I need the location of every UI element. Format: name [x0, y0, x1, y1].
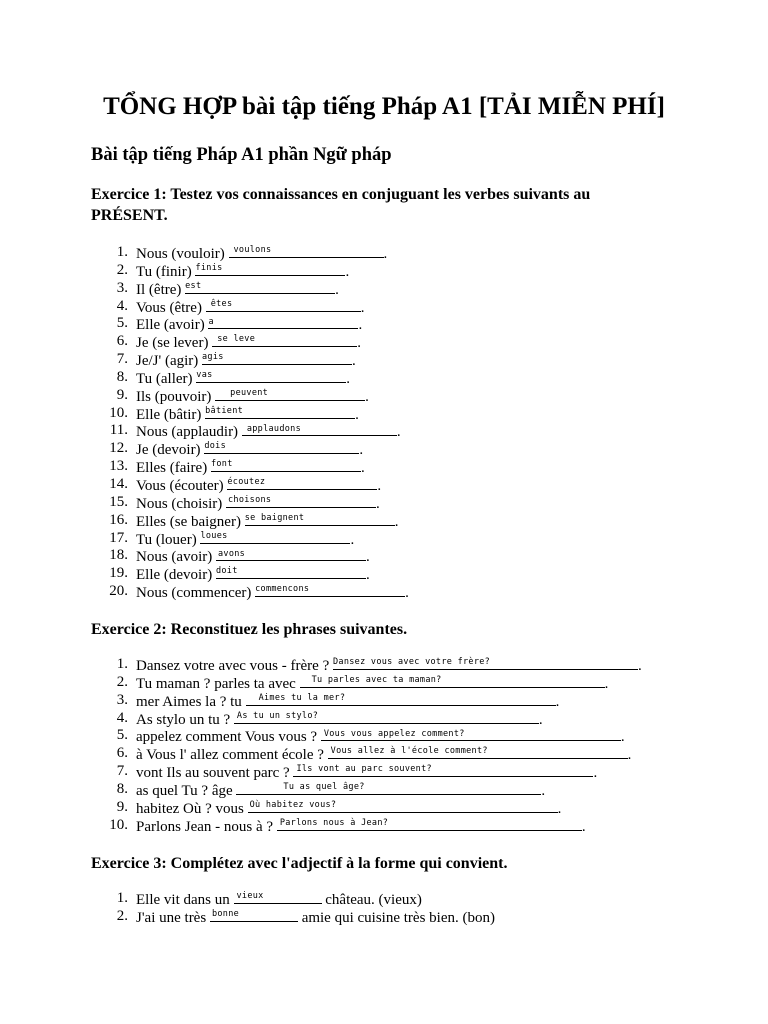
item-ending: .: [627, 747, 632, 764]
handwritten-answer: voulons: [233, 245, 272, 256]
answer-blank[interactable]: [216, 565, 366, 579]
exercise-1-title: Exercice 1: Testez vos connaissances en conjuguant les verbes suivants au PRÉSENT.: [91, 186, 591, 224]
list-item: [0, 440, 768, 458]
handwritten-answer: bonne: [211, 909, 240, 919]
item-prompt: Elle (bâtir): [136, 406, 202, 423]
item-ending: amie qui cuisine très bien. (bon): [301, 909, 495, 926]
item-prompt: Nous (choisir): [136, 495, 223, 512]
list-item: [0, 494, 768, 512]
handwritten-answer: dois: [204, 441, 226, 452]
item-ending: .: [405, 585, 409, 602]
item-prompt: Nous (applaudir): [136, 424, 239, 441]
handwritten-answer: Dansez vous avec votre frère?: [332, 657, 491, 668]
item-number: 14.: [109, 475, 128, 492]
handwritten-answer: choisons: [228, 494, 272, 505]
item-number: 8.: [116, 368, 128, 385]
item-number: 8.: [116, 780, 128, 797]
item-ending: .: [376, 495, 380, 512]
exercise-3-list: [0, 890, 768, 926]
exercise-3-title: Exercice 3: Complétez avec l'adjectif à la forme qui convient.: [91, 855, 508, 872]
answer-blank[interactable]: [195, 262, 345, 276]
item-body: [136, 817, 586, 837]
answer-blank[interactable]: [333, 656, 638, 670]
handwritten-answer: êtes: [210, 298, 233, 309]
item-ending: .: [383, 246, 388, 262]
item-prompt: Vous (écouter): [136, 477, 224, 494]
handwritten-answer: Tu as quel âge?: [283, 782, 365, 793]
handwritten-answer: Ils vont au parc souvent?: [296, 764, 432, 775]
handwritten-answer: Tu parles avec ta maman?: [311, 675, 442, 685]
list-item: [0, 422, 768, 440]
item-ending: .: [541, 782, 546, 799]
list-item: [0, 908, 768, 926]
item-prompt: as quel Tu ? âge: [136, 782, 233, 799]
handwritten-answer: As tu un stylo?: [236, 710, 319, 721]
answer-blank[interactable]: [246, 692, 556, 706]
answer-blank[interactable]: [277, 817, 582, 831]
answer-blank[interactable]: [206, 298, 361, 312]
handwritten-answer: se leve: [217, 334, 256, 345]
item-prompt: mer Aimes la ? tu: [136, 693, 242, 710]
item-number: 6.: [116, 745, 128, 762]
list-item: [0, 405, 768, 423]
item-number: 5.: [116, 315, 128, 332]
answer-blank[interactable]: [202, 351, 352, 365]
answer-blank[interactable]: [321, 727, 621, 741]
handwritten-answer: vas: [196, 370, 213, 381]
handwritten-answer: vieux: [236, 891, 264, 902]
answer-blank[interactable]: [300, 674, 605, 688]
list-item: [0, 781, 768, 799]
answer-blank[interactable]: [210, 908, 298, 922]
item-ending: .: [359, 442, 364, 459]
item-number: 20.: [109, 583, 128, 600]
item-ending: .: [394, 513, 399, 530]
list-item: [0, 512, 768, 530]
item-number: 3.: [116, 691, 128, 708]
handwritten-answer: est: [185, 280, 202, 291]
item-prompt: Il (être): [136, 281, 182, 298]
answer-blank[interactable]: [227, 476, 377, 490]
list-item: [0, 763, 768, 781]
item-ending: .: [555, 693, 560, 710]
item-prompt: Tu maman ? parles ta avec: [136, 675, 296, 692]
answer-blank[interactable]: [293, 763, 593, 777]
item-ending: .: [358, 317, 363, 334]
handwritten-answer: peuvent: [230, 387, 269, 398]
list-item: [0, 298, 768, 316]
list-item: [0, 817, 768, 835]
handwritten-answer: finis: [195, 263, 223, 273]
handwritten-answer: font: [210, 459, 233, 470]
exercise-1-list: [0, 244, 768, 601]
handwritten-answer: Vous allez à l'école comment?: [330, 746, 488, 757]
item-body: [136, 908, 495, 928]
list-item: [0, 351, 768, 369]
item-prompt: Parlons Jean - nous à ?: [136, 818, 274, 835]
item-prompt: Elle (devoir): [136, 567, 213, 584]
item-prompt: Elle (avoir): [136, 317, 205, 334]
answer-blank[interactable]: [245, 512, 395, 526]
item-ending: .: [346, 370, 351, 387]
answer-blank[interactable]: [200, 530, 350, 544]
item-prompt: Ils (pouvoir): [136, 388, 212, 405]
item-number: 2.: [116, 261, 128, 278]
item-ending: .: [538, 711, 543, 728]
item-number: 3.: [116, 279, 128, 296]
item-number: 12.: [109, 440, 128, 457]
answer-blank[interactable]: [204, 440, 359, 454]
item-number: 1.: [116, 656, 128, 672]
item-number: 11.: [109, 422, 128, 439]
list-item: [0, 692, 768, 710]
answer-blank[interactable]: [212, 333, 357, 347]
answer-blank[interactable]: [248, 799, 558, 813]
answer-blank[interactable]: [226, 494, 376, 508]
list-item: [0, 476, 768, 494]
handwritten-answer: commencons: [255, 584, 310, 595]
item-number: 9.: [116, 798, 128, 815]
item-prompt: Elle vit dans un: [136, 892, 230, 908]
item-number: 13.: [109, 458, 128, 475]
answer-blank[interactable]: [216, 547, 366, 561]
answer-blank[interactable]: [242, 422, 397, 436]
item-prompt: appelez comment Vous vous ?: [136, 729, 318, 746]
handwritten-answer: doit: [215, 566, 238, 577]
answer-blank[interactable]: [208, 315, 358, 329]
item-number: 7.: [116, 763, 128, 780]
item-number: 9.: [116, 386, 128, 403]
item-prompt: Tu (louer): [136, 531, 197, 548]
list-item: [0, 369, 768, 387]
exercise-2-list: [0, 656, 768, 834]
item-number: 1.: [116, 244, 128, 260]
answer-blank[interactable]: [328, 745, 628, 759]
item-ending: .: [557, 800, 562, 817]
handwritten-answer: Parlons nous à Jean?: [279, 817, 389, 828]
item-number: 2.: [116, 673, 128, 690]
item-ending: .: [637, 658, 642, 674]
handwritten-answer: se baignent: [244, 512, 305, 523]
item-ending: .: [581, 818, 586, 835]
item-number: 4.: [116, 297, 128, 314]
item-prompt: Tu (finir): [136, 263, 192, 280]
item-prompt: Dansez votre avec vous - frère ?: [136, 658, 330, 674]
item-ending: .: [360, 299, 365, 316]
item-number: 18.: [109, 547, 128, 564]
answer-blank[interactable]: [236, 781, 541, 795]
answer-blank[interactable]: [205, 405, 355, 419]
item-ending: .: [350, 531, 355, 548]
item-ending: .: [365, 388, 369, 405]
item-ending: .: [620, 729, 625, 746]
item-number: 6.: [116, 333, 128, 350]
list-item: [0, 280, 768, 298]
list-item: [0, 674, 768, 692]
item-prompt: Tu (aller): [136, 370, 193, 387]
item-ending: .: [355, 406, 359, 423]
item-body: [136, 583, 409, 603]
item-number: 19.: [109, 565, 128, 582]
item-ending: .: [396, 424, 401, 441]
item-ending: .: [365, 567, 370, 584]
item-number: 2.: [116, 907, 128, 924]
item-ending: .: [593, 765, 598, 782]
list-item: [0, 890, 768, 908]
item-ending: .: [360, 460, 365, 477]
exercise-2-title: Exercice 2: Reconstituez les phrases suivantes.: [91, 621, 408, 638]
item-prompt: Nous (vouloir): [136, 246, 225, 262]
answer-blank[interactable]: [229, 244, 384, 258]
answer-blank[interactable]: [211, 458, 361, 472]
list-item: [0, 547, 768, 565]
answer-blank[interactable]: [215, 387, 365, 401]
item-prompt: Nous (commencer): [136, 585, 252, 602]
item-prompt: vont Ils au souvent parc ?: [136, 765, 290, 782]
handwritten-answer: Où habitez vous?: [249, 799, 337, 810]
list-item: [0, 387, 768, 405]
answer-blank[interactable]: [196, 369, 346, 383]
handwritten-answer: applaudons: [246, 423, 301, 434]
item-number: 7.: [116, 351, 128, 368]
handwritten-answer: Aimes tu la mer?: [258, 692, 346, 703]
handwritten-answer: bâtient: [205, 405, 244, 416]
handwritten-answer: a: [208, 316, 214, 327]
item-prompt: As stylo un tu ?: [136, 711, 231, 728]
item-prompt: à Vous l' allez comment école ?: [136, 747, 324, 764]
item-ending: .: [345, 263, 350, 280]
list-item: [0, 583, 768, 601]
list-item: [0, 458, 768, 476]
item-prompt: habitez Où ? vous: [136, 800, 244, 817]
item-prompt: Vous (être): [136, 299, 202, 316]
item-ending: .: [357, 335, 361, 352]
handwritten-answer: avons: [217, 548, 246, 559]
list-item: [0, 315, 768, 333]
item-ending: château. (vieux): [325, 892, 422, 908]
list-item: [0, 244, 768, 262]
list-item: [0, 333, 768, 351]
answer-blank[interactable]: [255, 583, 405, 597]
item-ending: .: [352, 353, 356, 370]
item-number: 4.: [116, 709, 128, 726]
document-title: TỔNG HỢP bài tập tiếng Pháp A1 [TẢI MIỄN PHÍ]: [103, 93, 665, 120]
handwritten-answer: écoutez: [227, 477, 266, 488]
item-ending: .: [335, 281, 339, 298]
item-ending: .: [365, 549, 370, 566]
item-prompt: Elles (faire): [136, 460, 208, 477]
answer-blank[interactable]: [234, 710, 539, 724]
item-number: 10.: [109, 404, 128, 421]
item-prompt: Elles (se baigner): [136, 513, 241, 530]
list-item: [0, 565, 768, 583]
answer-blank[interactable]: [185, 280, 335, 294]
answer-blank[interactable]: [234, 890, 322, 904]
item-number: 16.: [109, 511, 128, 528]
item-prompt: Je (devoir): [136, 442, 201, 459]
item-prompt: J'ai une très: [136, 909, 207, 926]
item-prompt: Nous (avoir): [136, 549, 213, 566]
handwritten-answer: Vous vous appelez comment?: [323, 728, 465, 739]
item-ending: .: [604, 675, 609, 692]
item-number: 15.: [109, 493, 128, 510]
item-number: 17.: [109, 529, 128, 546]
list-item: [0, 530, 768, 548]
item-prompt: Je/J' (agir): [136, 353, 199, 370]
section-title: Bài tập tiếng Pháp A1 phần Ngữ pháp: [91, 145, 392, 165]
item-number: 1.: [116, 890, 128, 906]
item-number: 10.: [109, 816, 128, 833]
item-prompt: Je (se lever): [136, 335, 209, 352]
item-number: 5.: [116, 727, 128, 744]
handwritten-answer: loues: [200, 530, 228, 541]
item-ending: .: [377, 477, 382, 494]
list-item: [0, 262, 768, 280]
handwritten-answer: agis: [202, 352, 224, 363]
